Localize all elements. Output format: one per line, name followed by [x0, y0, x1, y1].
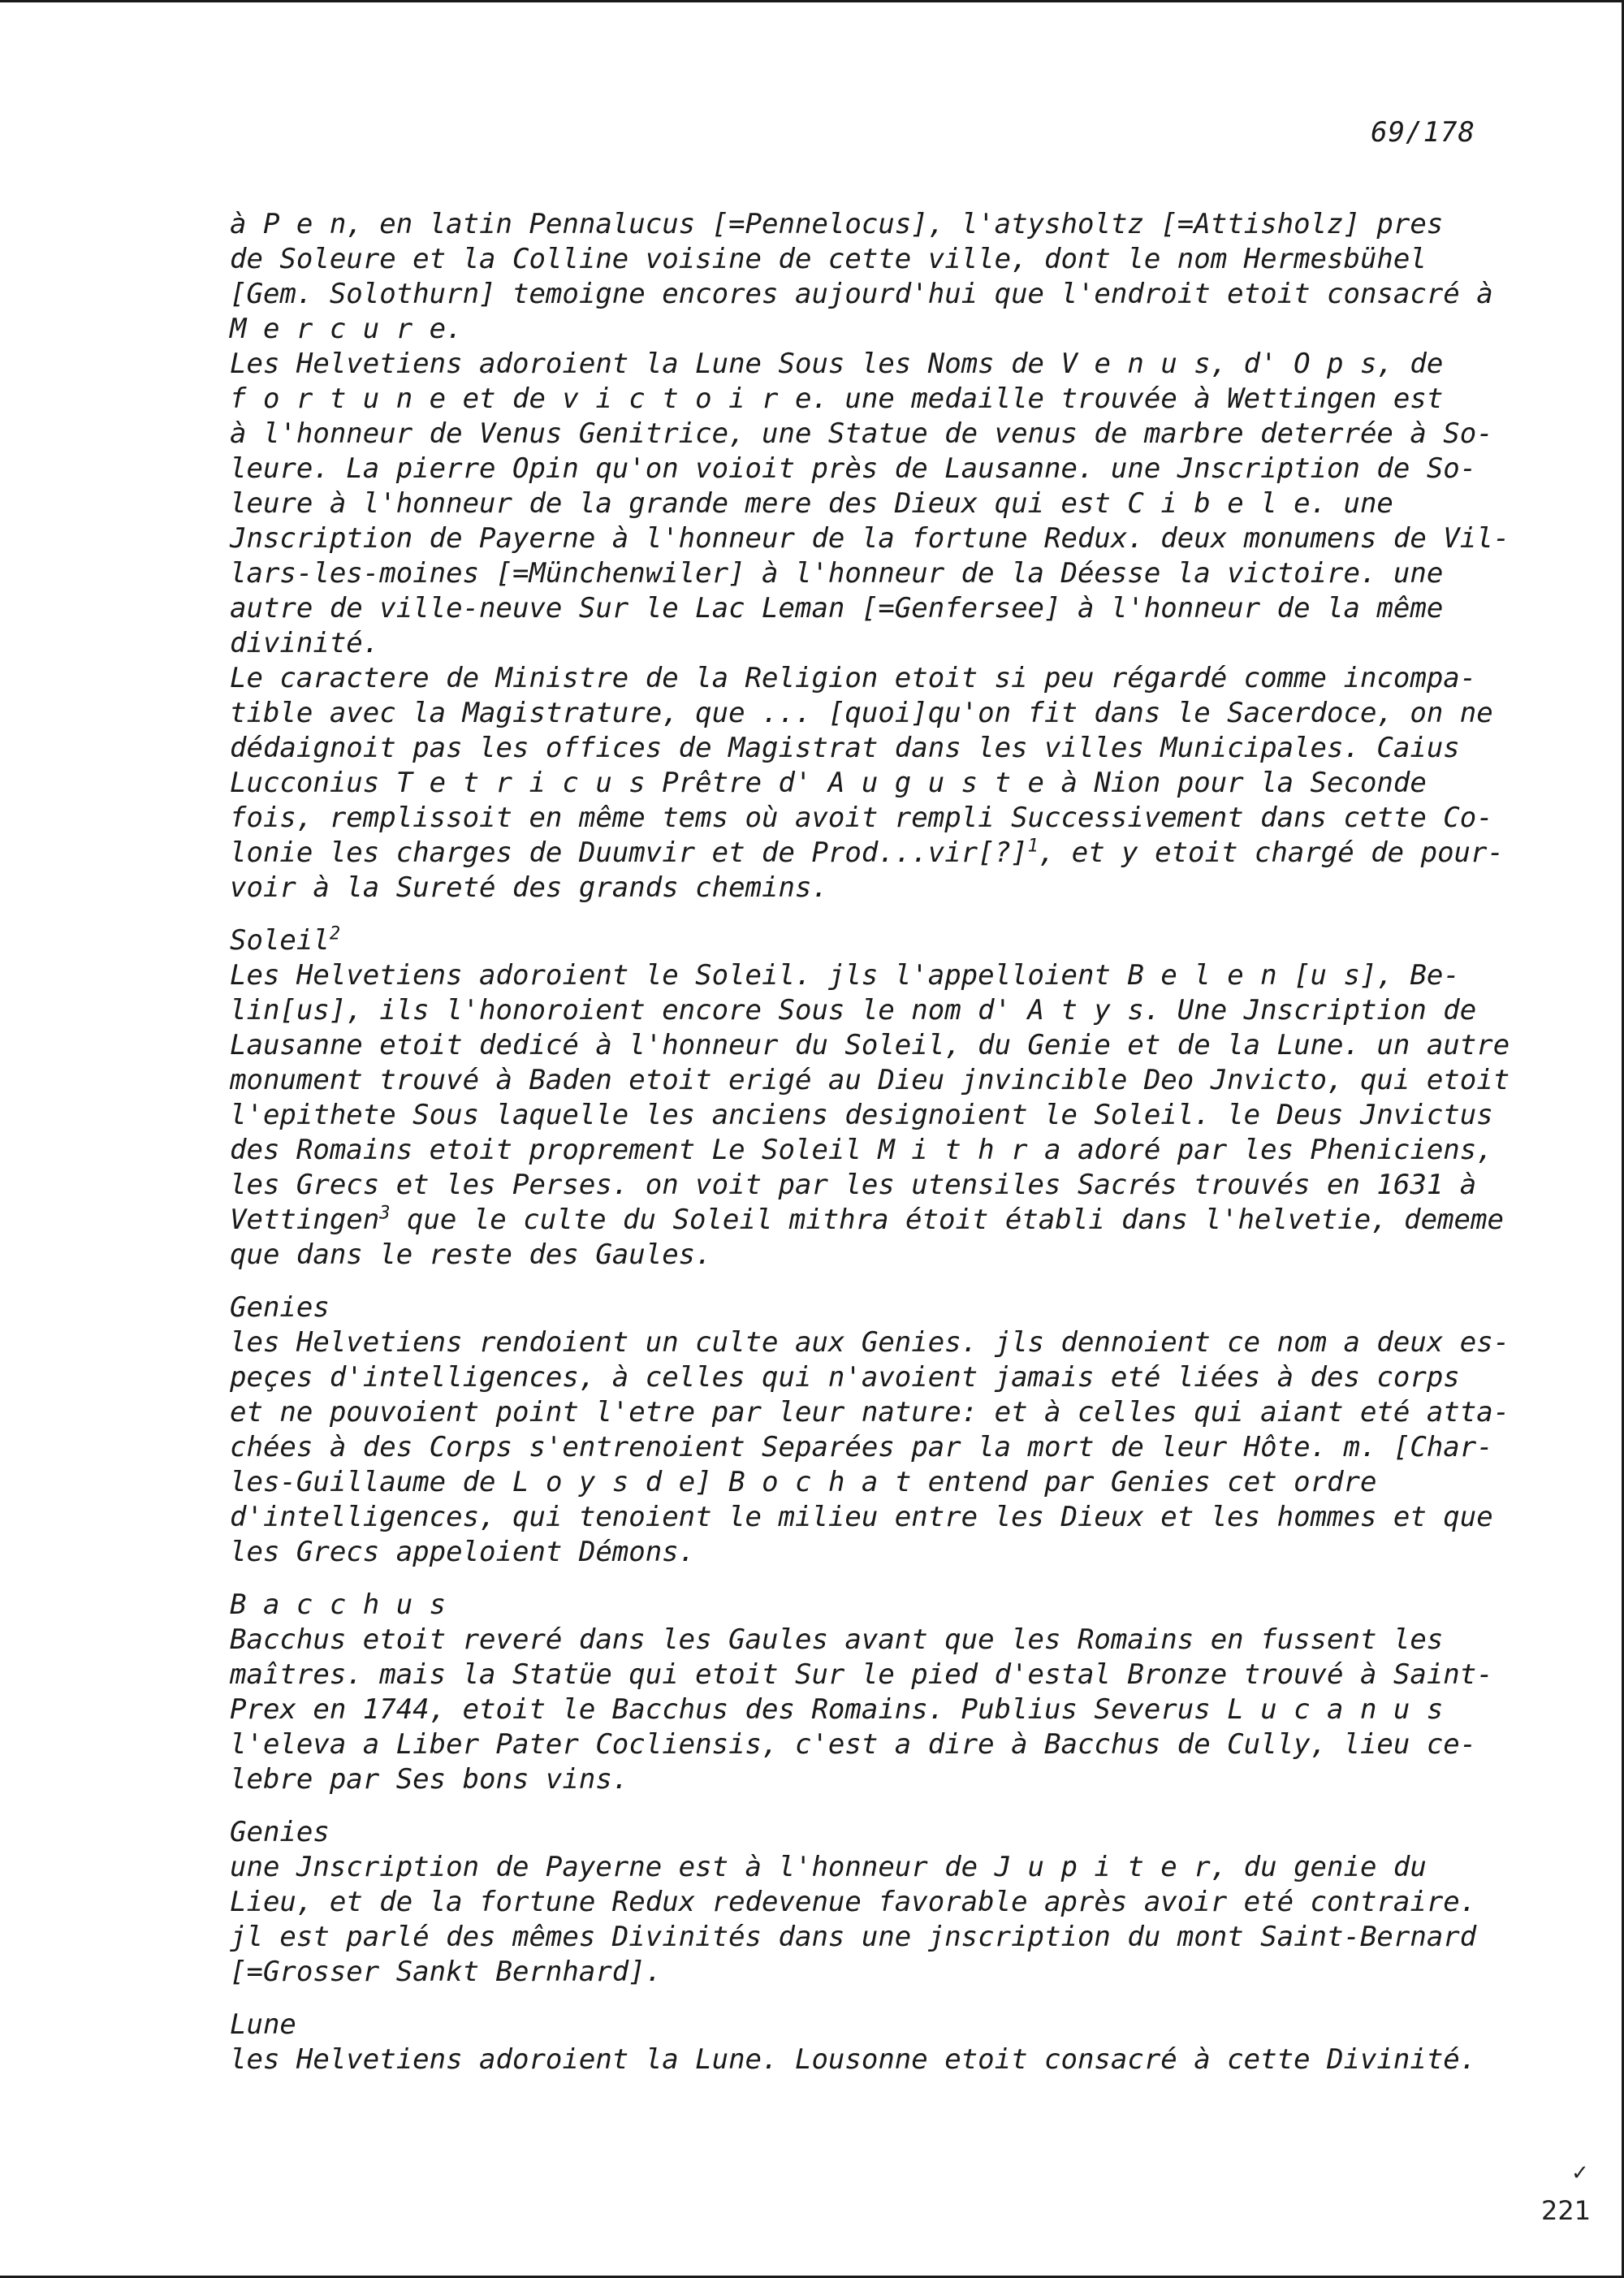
text-line: les Helvetiens rendoient un culte aux Genies. jls dennoient ce nom a deux es- [230, 1326, 1510, 1359]
text-line: lin[us], ils l'honoroient encore Sous le nom d' A t y s. Une Jnscription de [230, 994, 1477, 1027]
section-heading-soleil: Soleil$^2$ [230, 923, 341, 957]
text-line: l'eleva a Liber Pater Cocliensis, c'est a dire à Bacchus de Cully, lieu ce- [230, 1728, 1477, 1761]
text-line: voir à la Sureté des grands chemins. [230, 871, 828, 904]
text-line: lonie les charges de Duumvir et de Prod...vir[?]$^1$, et y etoit chargé de pour- [230, 836, 1504, 869]
text-line: et ne pouvoient point l'etre par leur nature: et à celles qui aiant eté atta- [230, 1396, 1510, 1429]
text-line: les-Guillaume de L o y s d e] B o c h a t entend par Genies cet ordre [230, 1466, 1377, 1498]
text-line: des Romains etoit proprement Le Soleil M i t h r a adoré par les Pheniciens, [230, 1134, 1493, 1166]
text-line: une Jnscription de Payerne est à l'honneur de J u p i t e r, du genie du [230, 1851, 1427, 1883]
text-line: divinité. [230, 627, 380, 659]
text-line: monument trouvé à Baden etoit erigé au Dieu jnvincible Deo Jnvicto, qui etoit [230, 1064, 1510, 1096]
page-number: 69/178 [1371, 116, 1475, 149]
text-line: autre de ville-neuve Sur le Lac Leman [=Genfersee] à l'honneur de la même [230, 592, 1444, 625]
text-line: les Grecs appeloient Démons. [230, 1536, 696, 1568]
handwritten-folio-number: 221 [1541, 2195, 1592, 2226]
text-line: l'epithete Sous laquelle les anciens designoient le Soleil. le Deus Jnvictus [230, 1099, 1493, 1131]
text-line: à l'honneur de Venus Genitrice, une Statue de venus de marbre deterrée à So- [230, 417, 1493, 450]
text-line: que dans le reste des Gaules. [230, 1238, 712, 1271]
text-line: Les Helvetiens adoroient la Lune Sous les Noms de V e n u s, d' O p s, de [230, 348, 1444, 380]
text-line: peçes d'intelligences, à celles qui n'avoient jamais eté liées à des corps [230, 1361, 1460, 1394]
text-line: les Grecs et les Perses. on voit par les utensiles Sacrés trouvés en 1631 à [230, 1169, 1477, 1201]
text-line: lars-les-moines [=Münchenwiler] à l'honneur de la Déesse la victoire. une [230, 557, 1444, 590]
text-line: Lieu, et de la fortune Redux redevenue favorable après avoir eté contraire. [230, 1886, 1477, 1918]
footnote-marker: 2 [329, 923, 341, 944]
section-heading-genies: Genies [230, 1291, 330, 1324]
text-line: Bacchus etoit reveré dans les Gaules avant que les Romains en fussent les [230, 1623, 1444, 1656]
footnote-marker: 3 [379, 1203, 391, 1224]
check-mark-icon: ✓ [1571, 2161, 1589, 2185]
footnote-marker: 1 [1027, 836, 1039, 857]
text-line: Le caractere de Ministre de la Religion etoit si peu régardé comme incompa- [230, 662, 1477, 694]
text-line: fois, remplissoit en même tems où avoit rempli Successivement dans cette Co- [230, 802, 1493, 834]
text-line: f o r t u n e et de v i c t o i r e. une medaille trouvée à Wettingen est [230, 383, 1444, 415]
document-body [230, 207, 1529, 2077]
text-line: Jnscription de Payerne à l'honneur de la fortune Redux. deux monumens de Vil- [230, 522, 1510, 555]
text-line: lebre par Ses bons vins. [230, 1763, 629, 1796]
text-line: [Gem. Solothurn] temoigne encores aujourd'hui que l'endroit etoit consacré à [230, 278, 1493, 310]
text-line: jl est parlé des mêmes Divinités dans une jnscription du mont Saint-Bernard [230, 1921, 1477, 1953]
text-line: chées à des Corps s'entrenoient Separées par la mort de leur Hôte. m. [Char- [230, 1431, 1493, 1463]
text-line: d'intelligences, qui tenoient le milieu entre les Dieux et les hommes et que [230, 1501, 1493, 1533]
text-line: [=Grosser Sankt Bernhard]. [230, 1956, 663, 1988]
section-heading-genies-2: Genies [230, 1816, 330, 1848]
text-line: Lucconius T e t r i c u s Prêtre d' A u g u s t e à Nion pour la Seconde [230, 767, 1427, 799]
section-heading-lune: Lune [230, 2008, 296, 2041]
text-line: leure. La pierre Opin qu'on voioit près de Lausanne. une Jnscription de So- [230, 452, 1477, 485]
text-line: à P e n, en latin Pennalucus [=Pennelocus], l'atysholtz [=Attisholz] pres [230, 208, 1444, 240]
text-line: leure à l'honneur de la grande mere des Dieux qui est C i b e l e. une [230, 487, 1393, 520]
text-line: les Helvetiens adoroient la Lune. Lousonne etoit consacré à cette Divinité. [230, 2043, 1477, 2076]
text-line: Les Helvetiens adoroient le Soleil. jls l'appelloient B e l e n [u s], Be- [230, 959, 1460, 992]
text-line: dédaignoit pas les offices de Magistrat dans les villes Municipales. Caius [230, 732, 1460, 764]
text-line: Vettingen$^3$ que le culte du Soleil mithra étoit établi dans l'helvetie, dememe [230, 1203, 1504, 1236]
section-heading-bacchus: B a c c h u s [230, 1589, 447, 1621]
text-line: maîtres. mais la Statüe qui etoit Sur le pied d'estal Bronze trouvé à Saint- [230, 1658, 1493, 1691]
text-line: M e r c u r e. [230, 313, 463, 345]
text-line: Prex en 1744, etoit le Bacchus des Romains. Publius Severus L u c a n u s [230, 1693, 1444, 1726]
text-line: de Soleure et la Colline voisine de cette ville, dont le nom Hermesbühel [230, 243, 1427, 275]
text-line: tible avec la Magistrature, que ... [quoi]qu'on fit dans le Sacerdoce, on ne [230, 697, 1493, 729]
text-line: Lausanne etoit dedicé à l'honneur du Soleil, du Genie et de la Lune. un autre [230, 1029, 1510, 1061]
